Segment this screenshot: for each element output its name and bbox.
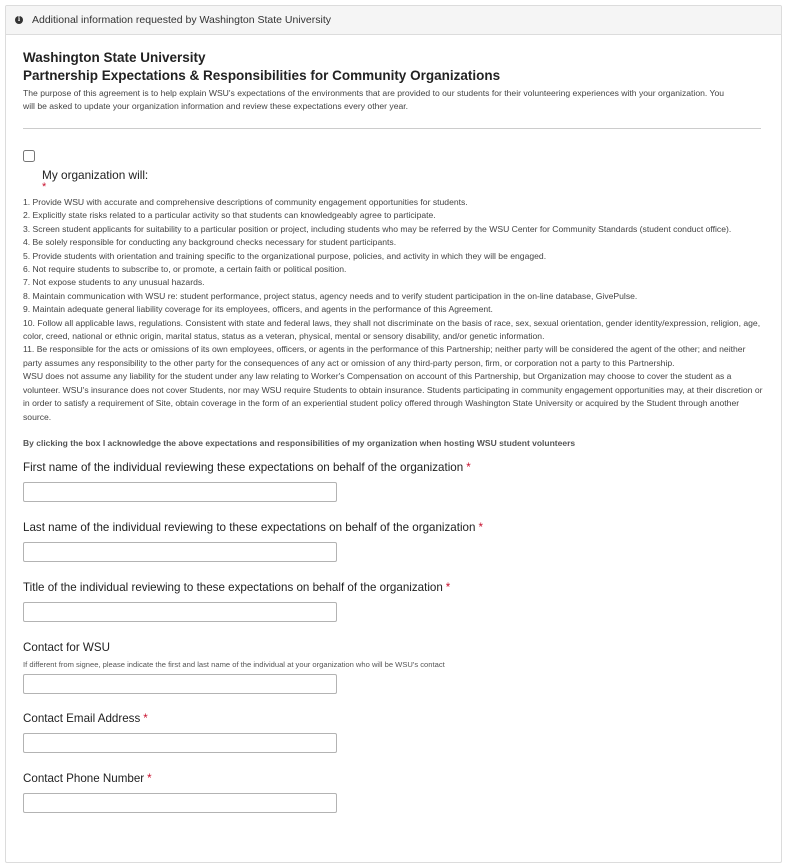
phone-field-group [23,772,764,813]
list-item: 7. Not expose students to any unusual hazards. [23,277,205,288]
info-icon: i [15,16,23,24]
title-field-group [23,581,764,622]
last-name-label: Last name of the individual reviewing to these expectations on behalf of the organization * [23,520,483,534]
list-item: 3. Screen student applicants for suitability to a particular position or project, including students who may be referred by the WSU Center for Community Standards (student conduct office). [23,223,732,234]
list-item: 1. Provide WSU with accurate and comprehensive descriptions of community engagement opportunities for students. [23,197,468,207]
phone-input[interactable] [23,793,337,813]
list-item: 8. Maintain communication with WSU re: student performance, project status, agency needs and to verify student participation in the on-line database, GivePulse. [23,290,638,301]
list-item: 6. Not require students to subscribe to, or promote, a certain faith or political position. [23,264,347,275]
required-marker: * [147,771,152,785]
list-item: 9. Maintain adequate general liability coverage for its employees, officers, and agents in the performance of this Agreement. [23,304,493,315]
required-marker: * [466,460,471,474]
acknowledgement-text: By clicking the box I acknowledge the above expectations and responsibilities of my organization when hosting WSU student volunteers [23,437,576,448]
list-item: 5. Provide students with orientation and training specific to the organizational purpose, policies, and activity in which they will be engaged. [23,250,547,261]
list-item: WSU does not assume any liability for the student under any law relating to Worker's Compensation on account of this Partnership, but Organization may choose to cover the student as a volunteer. WSU's insurance does not cover Students, nor may WSU require Students to obtain insurance. Students participating in community engagement opportunities may, at their discretion or in order to satisfy a requirement of Site, obtain coverage in the form of an experiential student policy offered through Washington State University or acquired by the Student through another source. [23,371,763,422]
title-label: Title of the individual reviewing to these expectations on behalf of the organization * [23,580,451,594]
doc-title: Partnership Expectations & Responsibilities for Community Organizations [23,68,501,83]
expectations-list [23,196,763,424]
title-input[interactable] [23,602,337,622]
contact-input[interactable] [23,674,337,694]
required-marker: * [143,711,148,725]
required-marker: * [445,580,451,594]
contact-label: Contact for WSU [23,640,110,654]
list-item: 11. Be responsible for the acts or omissions of its own employees, officers, or agents in the performance of this Partnership; neither party will be considered the agent of the other; and neither party assumes any responsibility to the other party for the consequences of any act or omission of any third-party person, firm, or corporation not a party to this Partnership. [23,344,746,368]
panel-body [6,35,781,813]
last-name-input[interactable] [23,542,337,562]
phone-label: Contact Phone Number * [23,771,152,785]
email-field-group [23,712,764,753]
divider [23,128,761,129]
purpose-text: The purpose of this agreement is to help explain WSU's expectations of the environments that are provided to our students for their volunteering experiences with your organization. You will be asked to update your organization information and review these expectations every other year. [23,88,725,111]
email-input[interactable] [23,733,337,753]
panel-heading [6,6,781,35]
agreement-checkbox-label: My organization will: [42,168,149,182]
additional-info-panel [5,5,782,863]
required-marker: * [42,181,47,193]
last-name-field-group [23,521,764,562]
first-name-label: First name of the individual reviewing these expectations on behalf of the organization * [23,460,471,474]
required-marker: * [478,520,483,534]
list-item: 2. Explicitly state risks related to a particular activity so that students can knowledgeably agree to participate. [23,210,436,221]
contact-field-group [23,641,764,694]
contact-help-text: If different from signee, please indicate the first and last name of the individual at your organization who will be WSU's contact [23,659,445,669]
panel-heading-text: Additional information requested by Washington State University [32,14,332,26]
agreement-checkbox[interactable] [23,150,35,162]
first-name-field-group [23,461,764,502]
first-name-input[interactable] [23,482,337,502]
org-name: Washington State University [23,50,206,65]
email-label: Contact Email Address * [23,711,148,725]
list-item: 4. Be solely responsible for conducting any background checks necessary for student participants. [23,237,397,248]
list-item: 10. Follow all applicable laws, regulations. Consistent with state and federal laws, they shall not discriminate on the basis of race, sex, sexual orientation, gender identity/expression, religion, age, color, creed, national or ethnic origin, marital status, status as a veteran, physical, mental or sensory disability, and/or genetic information. [23,317,761,342]
